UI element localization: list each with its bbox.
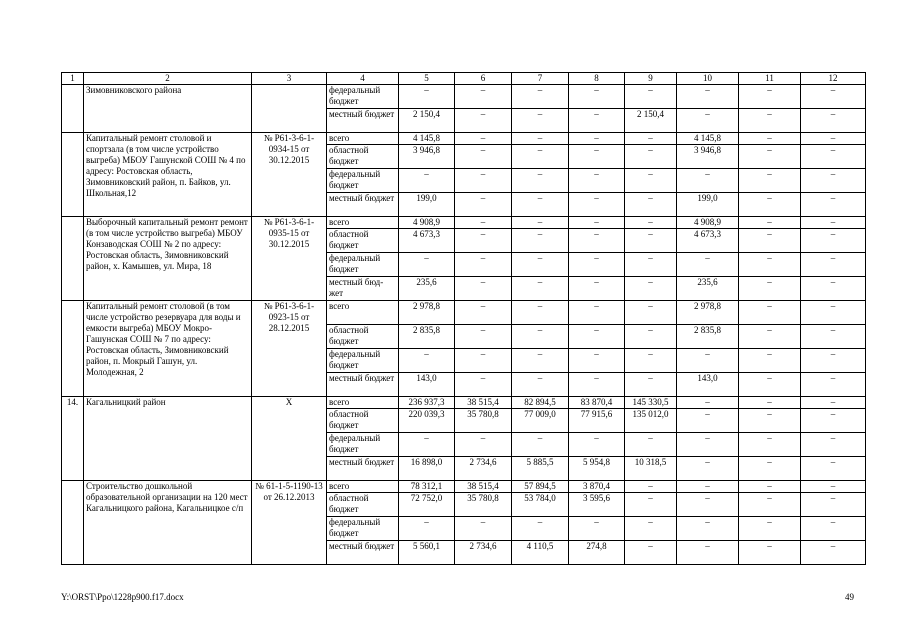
- col-header: 5: [399, 73, 455, 85]
- object-name: Кагальницкий район: [84, 397, 252, 481]
- value-cell: –: [569, 229, 625, 253]
- value-cell: –: [739, 301, 801, 325]
- value-cell: –: [625, 493, 677, 517]
- funding-source: областной бюджет: [327, 409, 399, 433]
- value-cell: 4 145,8: [399, 133, 455, 145]
- table-row: [62, 133, 866, 145]
- col-header: 2: [84, 73, 252, 85]
- value-cell: –: [455, 109, 512, 133]
- value-cell: –: [739, 193, 801, 217]
- value-cell: –: [455, 325, 512, 349]
- value-cell: –: [569, 217, 625, 229]
- value-cell: –: [512, 145, 569, 169]
- value-cell: 38 515,4: [455, 397, 512, 409]
- value-cell: 4 908,9: [399, 217, 455, 229]
- value-cell: –: [739, 85, 801, 109]
- value-cell: –: [455, 229, 512, 253]
- funding-source: федеральный бюджет: [327, 349, 399, 373]
- value-cell: 2 978,8: [677, 301, 739, 325]
- value-cell: 35 780,8: [455, 493, 512, 517]
- value-cell: –: [625, 193, 677, 217]
- value-cell: –: [739, 325, 801, 349]
- value-cell: 4 673,3: [677, 229, 739, 253]
- value-cell: –: [739, 541, 801, 565]
- value-cell: 3 946,8: [399, 145, 455, 169]
- funding-source: всего: [327, 481, 399, 493]
- row-number: [62, 217, 84, 301]
- value-cell: 57 894,5: [512, 481, 569, 493]
- value-cell: –: [512, 433, 569, 457]
- value-cell: –: [801, 133, 866, 145]
- value-cell: –: [512, 373, 569, 397]
- funding-source: местный бюджет: [327, 109, 399, 133]
- value-cell: 35 780,8: [455, 409, 512, 433]
- value-cell: 5 954,8: [569, 457, 625, 481]
- value-cell: –: [569, 133, 625, 145]
- value-cell: –: [801, 517, 866, 541]
- value-cell: –: [677, 253, 739, 277]
- value-cell: 3 870,4: [569, 481, 625, 493]
- value-cell: –: [455, 373, 512, 397]
- header-row: [62, 73, 866, 85]
- value-cell: –: [739, 433, 801, 457]
- value-cell: –: [677, 541, 739, 565]
- value-cell: –: [739, 109, 801, 133]
- value-cell: –: [455, 301, 512, 325]
- value-cell: –: [512, 277, 569, 301]
- value-cell: –: [625, 253, 677, 277]
- row-number: [62, 301, 84, 397]
- value-cell: –: [455, 169, 512, 193]
- value-cell: –: [739, 349, 801, 373]
- value-cell: –: [801, 145, 866, 169]
- value-cell: –: [625, 217, 677, 229]
- value-cell: 16 898,0: [399, 457, 455, 481]
- value-cell: –: [569, 433, 625, 457]
- value-cell: –: [739, 397, 801, 409]
- funding-source: федеральный бюджет: [327, 433, 399, 457]
- col-header: 3: [252, 73, 327, 85]
- value-cell: –: [512, 253, 569, 277]
- value-cell: 10 318,5: [625, 457, 677, 481]
- value-cell: –: [739, 457, 801, 481]
- value-cell: –: [512, 109, 569, 133]
- value-cell: –: [677, 433, 739, 457]
- value-cell: –: [801, 493, 866, 517]
- value-cell: 2 835,8: [399, 325, 455, 349]
- value-cell: 2 734,6: [455, 541, 512, 565]
- value-cell: –: [739, 133, 801, 145]
- value-cell: –: [677, 493, 739, 517]
- row-number: [62, 85, 84, 133]
- value-cell: –: [801, 481, 866, 493]
- value-cell: 5 560,1: [399, 541, 455, 565]
- value-cell: 53 784,0: [512, 493, 569, 517]
- value-cell: –: [739, 373, 801, 397]
- value-cell: –: [677, 481, 739, 493]
- value-cell: –: [569, 277, 625, 301]
- value-cell: –: [739, 493, 801, 517]
- value-cell: –: [399, 349, 455, 373]
- funding-source: местный бюд-жет: [327, 277, 399, 301]
- value-cell: –: [739, 409, 801, 433]
- table-row: [62, 217, 866, 229]
- value-cell: –: [512, 169, 569, 193]
- value-cell: –: [512, 217, 569, 229]
- value-cell: 38 515,4: [455, 481, 512, 493]
- value-cell: –: [625, 541, 677, 565]
- value-cell: –: [625, 373, 677, 397]
- value-cell: –: [455, 277, 512, 301]
- row-number: 14.: [62, 397, 84, 481]
- value-cell: 135 012,0: [625, 409, 677, 433]
- value-cell: –: [625, 277, 677, 301]
- value-cell: –: [677, 409, 739, 433]
- value-cell: –: [569, 85, 625, 109]
- value-cell: 143,0: [677, 373, 739, 397]
- value-cell: 2 978,8: [399, 301, 455, 325]
- value-cell: –: [677, 517, 739, 541]
- value-cell: –: [625, 481, 677, 493]
- funding-source: местный бюджет: [327, 457, 399, 481]
- value-cell: –: [801, 253, 866, 277]
- funding-source: областной бюджет: [327, 229, 399, 253]
- value-cell: 3 946,8: [677, 145, 739, 169]
- value-cell: –: [512, 301, 569, 325]
- value-cell: 4 145,8: [677, 133, 739, 145]
- value-cell: –: [512, 517, 569, 541]
- funding-source: федеральный бюджет: [327, 85, 399, 109]
- value-cell: 274,8: [569, 541, 625, 565]
- value-cell: –: [677, 457, 739, 481]
- row-number: [62, 133, 84, 217]
- object-name: Зимовниковского района: [84, 85, 252, 133]
- funding-source: федеральный бюджет: [327, 169, 399, 193]
- value-cell: –: [801, 325, 866, 349]
- value-cell: 82 894,5: [512, 397, 569, 409]
- funding-source: областной бюджет: [327, 325, 399, 349]
- value-cell: 199,0: [677, 193, 739, 217]
- value-cell: –: [625, 349, 677, 373]
- col-header: 9: [625, 73, 677, 85]
- value-cell: –: [569, 349, 625, 373]
- value-cell: –: [455, 193, 512, 217]
- value-cell: –: [399, 253, 455, 277]
- value-cell: –: [455, 349, 512, 373]
- col-header: 8: [569, 73, 625, 85]
- value-cell: –: [512, 193, 569, 217]
- value-cell: 77 915,6: [569, 409, 625, 433]
- value-cell: 4 673,3: [399, 229, 455, 253]
- value-cell: –: [801, 541, 866, 565]
- value-cell: –: [739, 253, 801, 277]
- value-cell: –: [569, 253, 625, 277]
- table-row: [62, 85, 866, 109]
- value-cell: –: [677, 169, 739, 193]
- document-ref: № 61-1-5-1190-13 от 26.12.2013: [252, 481, 327, 565]
- value-cell: 72 752,0: [399, 493, 455, 517]
- value-cell: –: [677, 397, 739, 409]
- document-ref: № Р61-3-6-1-0934-15 от 30.12.2015: [252, 133, 327, 217]
- value-cell: –: [569, 325, 625, 349]
- value-cell: –: [739, 277, 801, 301]
- value-cell: –: [625, 229, 677, 253]
- value-cell: 145 330,5: [625, 397, 677, 409]
- value-cell: –: [569, 373, 625, 397]
- value-cell: –: [801, 301, 866, 325]
- value-cell: 143,0: [399, 373, 455, 397]
- value-cell: –: [512, 325, 569, 349]
- funding-source: областной бюджет: [327, 145, 399, 169]
- object-name: Строительство дошкольной образовательной организации на 120 мест Кагальницкого района, Кагальницкое с/п: [84, 481, 252, 565]
- value-cell: –: [399, 169, 455, 193]
- value-cell: –: [569, 169, 625, 193]
- value-cell: –: [455, 517, 512, 541]
- document-ref: № Р61-3-6-1-0923-15 от 28.12.2015: [252, 301, 327, 397]
- value-cell: –: [801, 85, 866, 109]
- value-cell: –: [512, 229, 569, 253]
- row-number: [62, 481, 84, 565]
- col-header: 10: [677, 73, 739, 85]
- value-cell: 220 039,3: [399, 409, 455, 433]
- value-cell: 235,6: [677, 277, 739, 301]
- col-header: 6: [455, 73, 512, 85]
- value-cell: –: [512, 133, 569, 145]
- object-name: Капитальный ремонт столовой (в том числе устройство резервуара для воды и емкости выгреба) МБОУ Мокро-Гашунская СОШ № 7 по адресу: Ростовская область, Зимовниковский район, п. Мокрый Гашун, ул. Молодежная, 2: [84, 301, 252, 397]
- col-header: 4: [327, 73, 399, 85]
- value-cell: 78 312,1: [399, 481, 455, 493]
- value-cell: –: [625, 169, 677, 193]
- value-cell: 199,0: [399, 193, 455, 217]
- value-cell: –: [399, 85, 455, 109]
- value-cell: 77 009,0: [512, 409, 569, 433]
- value-cell: 2 734,6: [455, 457, 512, 481]
- value-cell: –: [801, 229, 866, 253]
- value-cell: –: [512, 85, 569, 109]
- footer-file-path: Y:\ORST\Ppo\1228p900.f17.docx: [61, 592, 184, 602]
- value-cell: –: [455, 133, 512, 145]
- budget-table: [61, 72, 866, 565]
- value-cell: –: [677, 349, 739, 373]
- col-header: 7: [512, 73, 569, 85]
- value-cell: –: [455, 217, 512, 229]
- col-header: 11: [739, 73, 801, 85]
- value-cell: –: [625, 325, 677, 349]
- value-cell: –: [801, 433, 866, 457]
- object-name: Капитальный ремонт столовой и спортзала (в том числе устройство выгреба) МБОУ Гашунской СОШ № 4 по адресу: Ростовская область, Зимовниковский район, п. Байков, ул. Школьная,12: [84, 133, 252, 217]
- funding-source: всего: [327, 217, 399, 229]
- value-cell: –: [569, 109, 625, 133]
- table-row: [62, 301, 866, 325]
- value-cell: –: [569, 517, 625, 541]
- value-cell: –: [801, 397, 866, 409]
- funding-source: всего: [327, 133, 399, 145]
- table-row: [62, 481, 866, 493]
- funding-source: всего: [327, 397, 399, 409]
- document-ref: № Р61-3-6-1-0935-15 от 30.12.2015: [252, 217, 327, 301]
- funding-source: всего: [327, 301, 399, 325]
- value-cell: 2 150,4: [399, 109, 455, 133]
- page-number: 49: [845, 592, 854, 602]
- value-cell: –: [801, 193, 866, 217]
- value-cell: 4 908,9: [677, 217, 739, 229]
- value-cell: –: [399, 517, 455, 541]
- value-cell: –: [625, 301, 677, 325]
- value-cell: –: [801, 373, 866, 397]
- value-cell: –: [512, 349, 569, 373]
- value-cell: –: [801, 169, 866, 193]
- value-cell: –: [677, 85, 739, 109]
- col-header: 1: [62, 73, 84, 85]
- value-cell: –: [801, 457, 866, 481]
- value-cell: –: [739, 229, 801, 253]
- value-cell: –: [677, 109, 739, 133]
- value-cell: –: [625, 145, 677, 169]
- value-cell: 2 835,8: [677, 325, 739, 349]
- col-header: 12: [801, 73, 866, 85]
- value-cell: –: [625, 133, 677, 145]
- value-cell: –: [455, 433, 512, 457]
- value-cell: –: [739, 481, 801, 493]
- value-cell: –: [625, 517, 677, 541]
- value-cell: –: [739, 145, 801, 169]
- funding-source: федеральный бюджет: [327, 253, 399, 277]
- value-cell: 236 937,3: [399, 397, 455, 409]
- table-row: [62, 397, 866, 409]
- value-cell: 83 870,4: [569, 397, 625, 409]
- value-cell: –: [569, 145, 625, 169]
- funding-source: местный бюджет: [327, 193, 399, 217]
- value-cell: 2 150,4: [625, 109, 677, 133]
- value-cell: –: [455, 253, 512, 277]
- document-ref: Х: [252, 397, 327, 481]
- value-cell: –: [801, 217, 866, 229]
- value-cell: –: [569, 301, 625, 325]
- value-cell: 4 110,5: [512, 541, 569, 565]
- value-cell: –: [801, 109, 866, 133]
- value-cell: –: [399, 433, 455, 457]
- value-cell: –: [739, 169, 801, 193]
- value-cell: 3 595,6: [569, 493, 625, 517]
- value-cell: 5 885,5: [512, 457, 569, 481]
- document-ref: [252, 85, 327, 133]
- value-cell: –: [801, 409, 866, 433]
- value-cell: –: [455, 145, 512, 169]
- value-cell: –: [625, 85, 677, 109]
- funding-source: местный бюджет: [327, 373, 399, 397]
- object-name: Выборочный капитальный ремонт ремонт (в том числе устройство выгреба) МБОУ Конзаводская СОШ № 2 по адресу: Ростовская область, Зимовниковский район, х. Камышев, ул. Мира, 18: [84, 217, 252, 301]
- value-cell: –: [569, 193, 625, 217]
- funding-source: федеральный бюджет: [327, 517, 399, 541]
- funding-source: областной бюджет: [327, 493, 399, 517]
- funding-source: местный бюджет: [327, 541, 399, 565]
- value-cell: –: [801, 277, 866, 301]
- value-cell: –: [739, 217, 801, 229]
- value-cell: –: [625, 433, 677, 457]
- value-cell: 235,6: [399, 277, 455, 301]
- value-cell: –: [739, 517, 801, 541]
- value-cell: –: [455, 85, 512, 109]
- value-cell: –: [801, 349, 866, 373]
